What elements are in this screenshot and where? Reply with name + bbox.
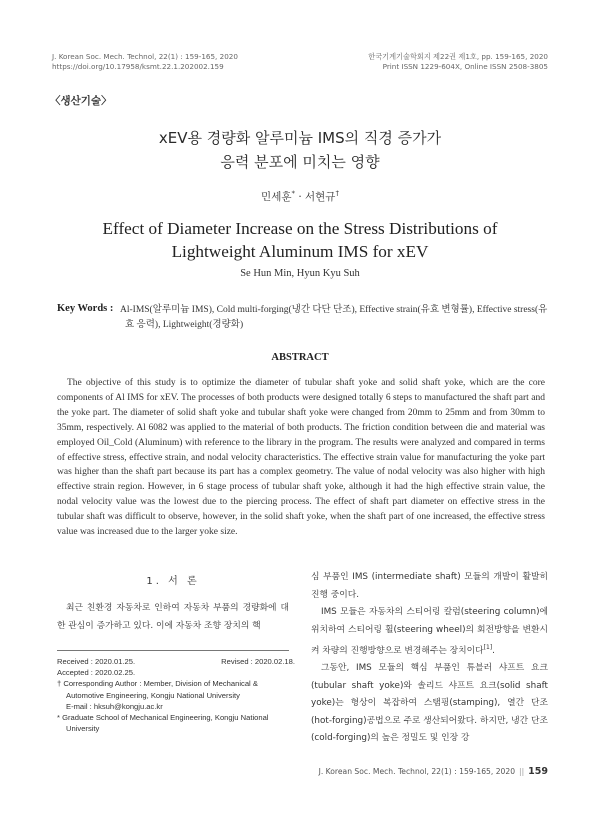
section-tag: 〈생산기술〉	[50, 95, 112, 107]
accepted-date: Accepted : 2020.02.25.	[57, 668, 136, 678]
authors-korean	[0, 189, 600, 204]
footer-separator: ||	[519, 767, 525, 776]
intro-paragraph-2-end: .	[492, 645, 495, 656]
title-english-line2: Lightweight Aluminum IMS for xEV	[171, 242, 429, 261]
title-korean-line1: xEV용 경량화 알루미늄 IMS의 직경 증가가	[158, 129, 442, 147]
affiliation-note: * Graduate School of Mechanical Engineering, Kongju National University	[57, 713, 269, 734]
running-header-left	[52, 52, 238, 72]
abstract-body: The objective of this study is to optimize the diameter of tubular shaft yoke and solid shaft yoke, which are the core components of Al IMS for xEV. The processes of both products were designed totally 6 steps to manufactured the shaft part and the yoke part. The diameter of solid shaft yoke and tubular shaft yoke were changed from 20mm to 25mm and from 30mm to 35mm, respectively. Al 6082 was applied to the material of both products. The friction condition between die and material was employed Oil_Cold (Aluminum) with reference to the library in the program. The results were analyzed and compared in terms of effective stress, effective strain, and nodal velocity characteristics. The effective strain value for manufacturing the yoke part was higher than the shaft part because its part has a complex geometry. The value of nodal velocity was also higher with high effective strain region. However, in 6 stage process of tubular shaft yoke, although it had the high effective strain value, the nodal velocity value was the lowest due to the piercing process. The effect of shaft part diameter on effective stress in the tubular shaft was difficult to observe, however, in the solid shaft yoke, when the shaft part of one increased, the effective stress value was increased due to the larger yoke size.	[57, 378, 545, 538]
received-date: Received : 2020.01.25.	[57, 657, 136, 666]
title-korean	[0, 126, 600, 174]
doi-link[interactable]: https://doi.org/10.17958/ksmt.22.1.202002.159	[52, 62, 224, 71]
keywords-text: Al-IMS(알루미늄 IMS), Cold multi-forging(냉간 다단 단조), Effective strain(유효 변형률), Effective stress(유효 응력), Lightweight(경량화)	[120, 305, 548, 330]
section1-heading: 1. 서 론	[146, 576, 200, 587]
intro-paragraph-2	[311, 604, 548, 660]
intro-paragraph-left: 최근 친환경 자동차로 인하여 자동차 부품의 경량화에 대한 관심이 증가하고 있다. 이에 자동차 조향 장치의 핵	[57, 603, 289, 631]
citation-ref-1[interactable]: [1]	[483, 644, 493, 651]
journal-citation-ko: 한국기계기술학회지 제22권 제1호, pp. 159-165, 2020	[368, 52, 548, 61]
running-header-right	[368, 52, 548, 72]
author2-mark: †	[335, 189, 339, 198]
author1-ko: 민세훈	[261, 191, 292, 203]
footnote-divider	[57, 650, 289, 651]
footer-journal: J. Korean Soc. Mech. Technol, 22(1) : 159-165, 2020	[318, 767, 516, 776]
footnotes	[57, 656, 295, 734]
author2-ko: 서현규	[305, 191, 336, 203]
email-note[interactable]: E-mail : hksuh@kongju.ac.kr	[66, 701, 163, 711]
title-korean-line2: 응력 분포에 미치는 영향	[220, 153, 380, 171]
abstract-heading: ABSTRACT	[271, 352, 329, 363]
title-english	[0, 217, 600, 263]
author-separator: ·	[298, 191, 302, 203]
revised-date: Revised : 2020.02.18.	[221, 657, 295, 666]
authors-english: Se Hun Min, Hyun Kyu Suh	[240, 268, 360, 279]
corresponding-author-note: † Corresponding Author : Member, Division of Mechanical & Automotive Engineering, Kongju National University	[57, 679, 258, 700]
journal-citation: J. Korean Soc. Mech. Technol, 22(1) : 159-165, 2020	[52, 52, 238, 61]
page-footer	[319, 766, 548, 777]
intro-paragraph-1: 심 부품인 IMS (intermediate shaft) 모듈의 개발이 활발히 진행 중이다.	[311, 572, 548, 600]
author1-mark: *	[291, 189, 295, 198]
page-number: 159	[528, 766, 548, 777]
keywords-label: Key Words :	[57, 303, 114, 314]
issn-info: Print ISSN 1229-604X, Online ISSN 2508-3805	[382, 62, 548, 71]
intro-paragraph-3: 그동안, IMS 모듈의 핵심 부품인 튜블러 샤프트 요크(tubular shaft yoke)와 솔리드 샤프트 요크(solid shaft yoke)는 형상이 복잡하여 스탬핑(stamping), 열간 단조(hot-forging)공법으로 주로 생산되어왔다. 하지만, 냉간 단조(cold-forging)의 높은 정밀도 및 인장 강	[311, 663, 548, 744]
intro-paragraph-2-text: IMS 모듈은 자동차의 스티어링 칼럼(steering column)에 위치하여 스티어링 휠(steering wheel)의 회전방향을 변환시켜 차량의 진행방향으로 변경해주는 장치이다	[311, 607, 548, 656]
intro-column-right	[311, 569, 548, 748]
title-english-line1: Effect of Diameter Increase on the Stress Distributions of	[102, 219, 498, 238]
